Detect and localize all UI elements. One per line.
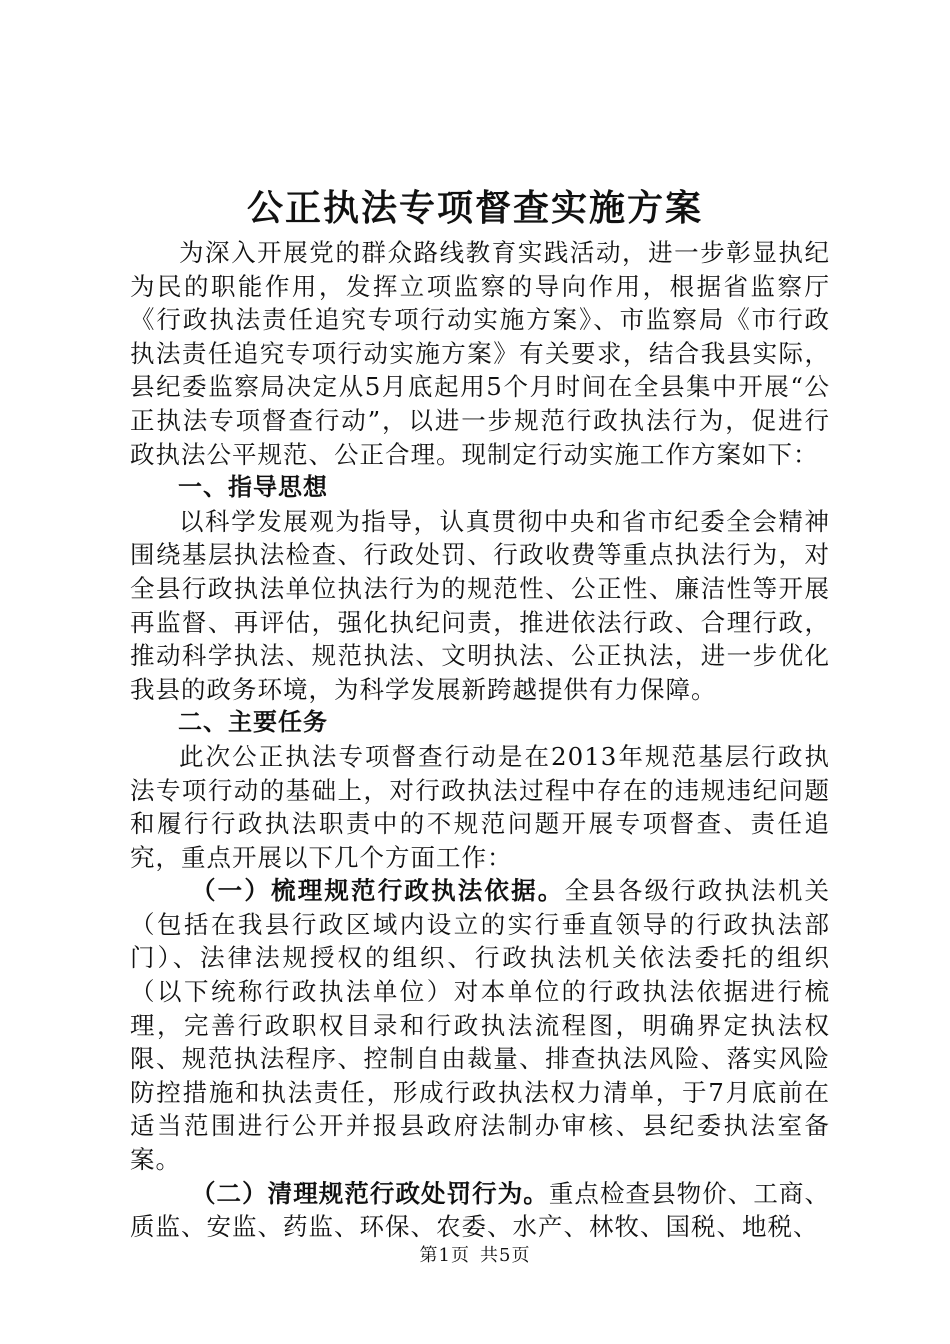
page-footer	[0, 1244, 950, 1268]
task-item-1	[130, 874, 830, 1176]
task-item-2-text: 重点检查县物价、工商、质监、安监、药监、环保、农委、水产、林牧、国税、地税、	[130, 1178, 830, 1242]
section-heading-main-tasks: 二、主要任务	[178, 708, 328, 737]
document-title: 公正执法专项督查实施方案	[246, 188, 703, 229]
task-item-2-lead: （二）清理规范行政处罚行为。	[191, 1178, 549, 1208]
guiding-ideology-paragraph: 以科学发展观为指导，认真贯彻中央和省市纪委全会精神围绕基层执法检查、行政处罚、行政收费等重点执法行为，对全县行政执法单位执法行为的规范性、公正性、廉洁性等开展再监督、再评估，强化执纪问责，推进依法行政、合理行政，推动科学执法、规范执法、文明执法、公正执法，进一步优化我县的政务环境，为科学发展新跨越提供有力保障。	[130, 506, 830, 704]
document-body	[130, 236, 830, 1244]
intro-paragraph: 为深入开展党的群众路线教育实践活动，进一步彰显执纪为民的职能作用，发挥立项监察的导向作用，根据省监察厅《行政执法责任追究专项行动实施方案》、市监察局《市行政执法责任追究专项行动实施方案》有关要求，结合我县实际，县纪委监察局决定从5月底起用5个月时间在全县集中开展“公正执法专项督查行动”，以进一步规范行政执法行为，促进行政执法公平规范、公正合理。现制定行动实施工作方案如下：	[130, 238, 830, 469]
task-item-2	[130, 1177, 830, 1244]
page-total: 共5页	[480, 1245, 531, 1266]
page-number: 第1页	[419, 1245, 470, 1266]
task-item-1-text: 全县各级行政执法机关（包括在我县行政区域内设立的实行垂直领导的行政执法部门）、法律法规授权的组织、行政执法机关依法委托的组织（以下统称行政执法单位）对本单位的行政执法依据进行梳理，完善行政职权目录和行政执法流程图，明确界定执法权限、规范执法程序、控制自由裁量、排查执法风险、落实风险防控措施和执法责任，形成行政执法权力清单，于7月底前在适当范围进行公开并报县政府法制办审核、县纪委执法室备案。	[130, 876, 831, 1175]
task-item-1-lead: （一）梳理规范行政执法依据。	[191, 876, 565, 906]
section-heading-guiding-ideology: 一、指导思想	[178, 473, 328, 502]
main-tasks-paragraph: 此次公正执法专项督查行动是在2013年规范基层行政执法专项行动的基础上，对行政执法过程中存在的违规违纪问题和履行行政执法职责中的不规范问题开展专项督查、责任追究，重点开展以下几个方面工作：	[130, 741, 830, 872]
